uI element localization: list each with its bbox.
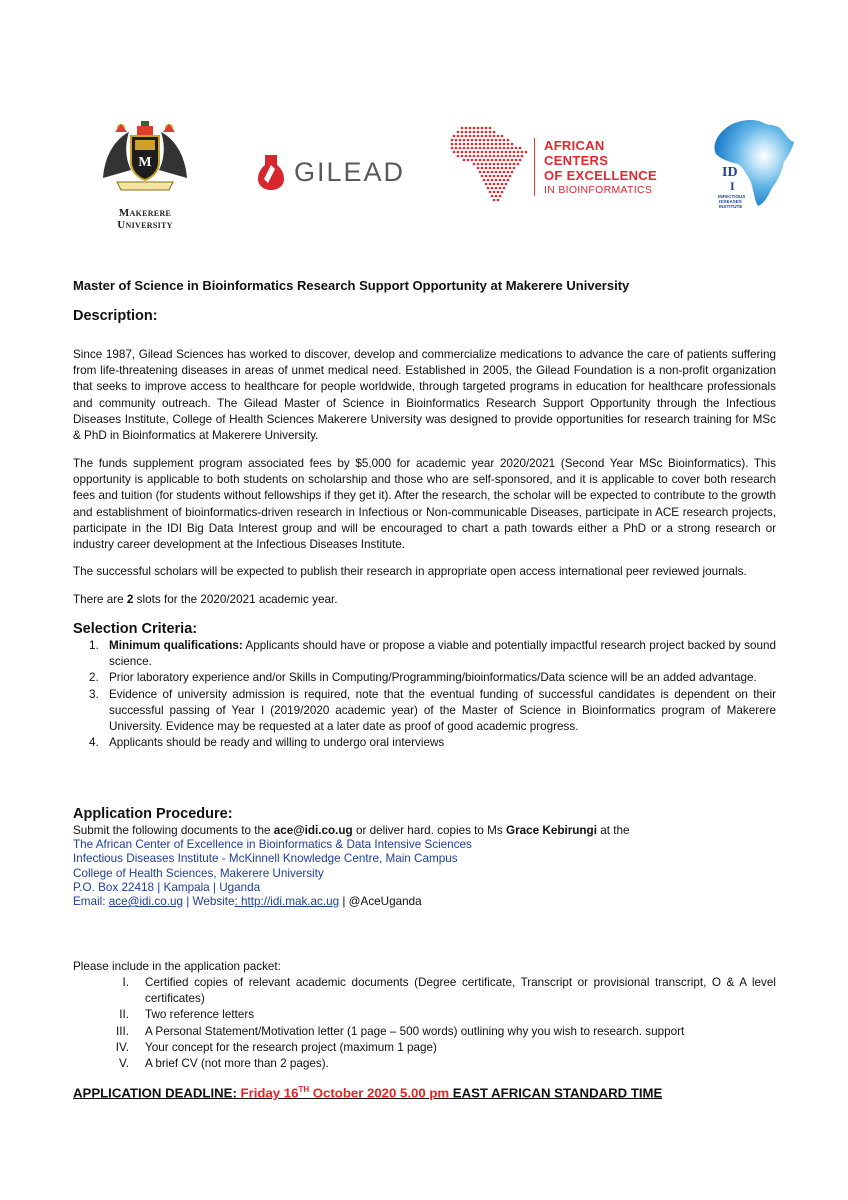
africa-dot	[489, 135, 492, 138]
africa-dot	[479, 139, 482, 142]
instruction-email: ace@idi.co.ug	[273, 824, 353, 837]
africa-dot	[481, 135, 484, 138]
africa-dot	[503, 143, 506, 146]
africa-dot	[493, 199, 496, 202]
africa-dot	[517, 155, 520, 158]
selection-heading: Selection Criteria:	[73, 621, 198, 637]
africa-dot	[465, 131, 468, 134]
africa-dot	[477, 131, 480, 134]
africa-dot	[503, 171, 506, 174]
website-link[interactable]: : http://idi.mak.ac.ug	[234, 895, 340, 909]
description-paragraph-4	[73, 592, 776, 608]
africa-dot	[501, 135, 504, 138]
africa-dot	[507, 159, 510, 162]
africa-dot	[459, 139, 462, 142]
africa-dot	[473, 131, 476, 134]
africa-dot	[497, 135, 500, 138]
africa-dot	[493, 155, 496, 158]
africa-dot	[487, 159, 490, 162]
africa-dot	[499, 143, 502, 146]
africa-dot	[477, 151, 480, 154]
africa-dot	[477, 127, 480, 130]
list-number: I.	[122, 976, 129, 989]
africa-dot	[505, 167, 508, 170]
criteria-text: Evidence of university admission is required, note that the eventual funding of successful candidates is dependent on their successful passing of Year I (2019/2020 academic year) of the Master of Science in Bioinformatics program of Makerere University. Evidence may be requested at a later date as proof of good academic progress.	[109, 687, 776, 734]
africa-dot	[487, 171, 490, 174]
africa-dot	[457, 151, 460, 154]
website-label: | Website	[182, 895, 235, 909]
africa-dot	[511, 159, 514, 162]
africa-dot	[465, 127, 468, 130]
africa-dot	[467, 139, 470, 142]
africa-dot	[511, 147, 514, 150]
packet-intro: Please include in the application packet:	[73, 960, 281, 973]
africa-dot	[465, 135, 468, 138]
procedure-heading: Application Procedure:	[73, 806, 233, 822]
africa-dot	[509, 163, 512, 166]
africa-dot	[471, 159, 474, 162]
instruction-text-3: at the	[596, 824, 630, 837]
procedure-instruction	[73, 824, 629, 838]
africa-dot	[467, 147, 470, 150]
africa-dot	[507, 139, 510, 142]
africa-dot	[503, 147, 506, 150]
ace-line-1: AFRICAN	[544, 138, 605, 153]
africa-dot	[501, 151, 504, 154]
description-paragraph-1: Since 1987, Gilead Sciences has worked to discover, develop and commercialize medications to advance the care of patients suffering from life-threatening diseases in areas of unmet medical need. Established in 2005, the Gilead Foundation is a non-profit organization that seeks to improve access to healthcare for people worldwide, through targeted programs in education for healthcare professionals and community outreach. The Gilead Master of Science in Bioinformatics Research Support Opportunity through the Infectious Diseases Institute, College of Health Sciences Makerere University was designed to provide opportunities for research training for MSc & PhD in Bioinformatics at Makerere University.	[73, 348, 776, 443]
africa-dot	[483, 159, 486, 162]
africa-dot	[499, 195, 502, 198]
africa-dot	[455, 143, 458, 146]
africa-dot	[497, 167, 500, 170]
africa-dot	[495, 143, 498, 146]
makerere-crest-icon	[95, 118, 195, 196]
africa-dot	[469, 155, 472, 158]
africa-dot	[509, 155, 512, 158]
africa-dot	[473, 151, 476, 154]
africa-dot	[453, 151, 456, 154]
contact-links	[73, 895, 629, 909]
africa-dot	[499, 187, 502, 190]
africa-dot	[495, 187, 498, 190]
africa-dot	[479, 147, 482, 150]
africa-dot	[481, 151, 484, 154]
africa-dot	[471, 147, 474, 150]
africa-dot	[507, 171, 510, 174]
list-item	[73, 975, 776, 1007]
africa-dot	[469, 135, 472, 138]
africa-dot	[469, 151, 472, 154]
africa-dot	[511, 171, 514, 174]
ace-line-2: CENTERS	[544, 153, 609, 168]
africa-dot	[481, 167, 484, 170]
africa-dot	[473, 163, 476, 166]
africa-dots-icon	[450, 124, 528, 204]
africa-dot	[493, 163, 496, 166]
africa-dot	[479, 143, 482, 146]
instruction-text-2: or deliver hard. copies to Ms	[352, 824, 507, 837]
address-line-4: P.O. Box 22418 | Kampala | Uganda	[73, 880, 261, 894]
description-paragraph-3: The successful scholars will be expected to publish their research in appropriate open access international peer reviewed journals.	[73, 565, 747, 578]
africa-dot	[519, 159, 522, 162]
africa-dot	[475, 139, 478, 142]
africa-dot	[505, 155, 508, 158]
africa-dot	[485, 155, 488, 158]
africa-dot	[491, 159, 494, 162]
africa-dot	[513, 163, 516, 166]
address-line-1: The African Center of Excellence in Bioinformatics & Data Intensive Sciences	[73, 838, 472, 852]
africa-dot	[497, 191, 500, 194]
africa-dot	[503, 159, 506, 162]
list-item	[73, 687, 776, 736]
idi-text-2: DISEASES	[719, 199, 742, 204]
africa-dot	[521, 151, 524, 154]
africa-dot	[501, 175, 504, 178]
gilead-logo	[256, 152, 405, 192]
africa-dot	[511, 143, 514, 146]
africa-dot	[479, 171, 482, 174]
africa-dot	[507, 179, 510, 182]
africa-dot	[461, 151, 464, 154]
procedure-block	[73, 824, 629, 909]
africa-dot	[471, 143, 474, 146]
africa-dot	[457, 155, 460, 158]
slots-text-before: There are	[73, 593, 127, 606]
list-number: 2.	[89, 671, 99, 685]
africa-dot	[495, 179, 498, 182]
africa-dot	[493, 131, 496, 134]
africa-dot	[505, 163, 508, 166]
africa-dot	[489, 183, 492, 186]
ace-logo	[450, 124, 670, 210]
africa-dot	[491, 171, 494, 174]
africa-dot	[491, 139, 494, 142]
africa-dot	[489, 175, 492, 178]
africa-dot	[473, 155, 476, 158]
africa-dot	[463, 139, 466, 142]
application-deadline	[73, 1085, 662, 1100]
africa-dot	[485, 163, 488, 166]
logo-strip	[0, 118, 848, 231]
list-number: V.	[119, 1057, 129, 1071]
packet-item-text: A Personal Statement/Motivation letter (1 page – 500 words) outlining why you wish to research. support	[145, 1024, 685, 1038]
africa-dot	[491, 147, 494, 150]
list-number: 1.	[89, 639, 99, 652]
africa-dot	[515, 147, 518, 150]
africa-dot	[451, 143, 454, 146]
africa-dot	[451, 139, 454, 142]
deadline-timezone: EAST AFRICAN STANDARD TIME	[449, 1085, 663, 1101]
africa-dot	[475, 159, 478, 162]
africa-dot	[461, 131, 464, 134]
africa-dot	[497, 199, 500, 202]
africa-dot	[485, 175, 488, 178]
africa-dot	[485, 127, 488, 130]
africa-dot	[451, 147, 454, 150]
africa-dot	[477, 155, 480, 158]
africa-dot	[501, 183, 504, 186]
africa-dot	[459, 147, 462, 150]
africa-dot	[497, 175, 500, 178]
description-heading: Description:	[73, 308, 158, 324]
africa-dot	[489, 131, 492, 134]
africa-dot	[485, 135, 488, 138]
africa-dot	[463, 159, 466, 162]
africa-dot	[493, 175, 496, 178]
africa-dot	[487, 187, 490, 190]
ace-divider	[534, 138, 535, 196]
africa-dot	[505, 183, 508, 186]
africa-dot	[491, 195, 494, 198]
packet-item-text: A brief CV (not more than 2 pages).	[145, 1057, 329, 1071]
contact-person: Grace Kebirungi	[506, 824, 597, 837]
packet-item-text: Your concept for the research project (maximum 1 page)	[145, 1040, 437, 1054]
africa-dot	[457, 131, 460, 134]
africa-dot	[465, 155, 468, 158]
africa-dot	[469, 127, 472, 130]
list-item	[73, 1056, 776, 1072]
idi-text-1: INFECTIOUS	[718, 194, 746, 199]
africa-dot	[485, 131, 488, 134]
africa-dot	[509, 151, 512, 154]
africa-dot	[489, 167, 492, 170]
africa-dot	[483, 147, 486, 150]
africa-dot	[499, 159, 502, 162]
africa-dot	[489, 127, 492, 130]
makerere-logo	[90, 118, 200, 231]
list-item	[73, 638, 776, 670]
email-link[interactable]: ace@idi.co.ug	[108, 895, 183, 909]
packet-item-text: Certified copies of relevant academic documents (Degree certificate, Transcript or provisional transcript, O & A level certificates)	[145, 976, 776, 1006]
list-item	[73, 670, 776, 686]
africa-dot	[479, 159, 482, 162]
list-number: III.	[116, 1024, 129, 1038]
africa-dot	[455, 147, 458, 150]
africa-dot	[483, 139, 486, 142]
africa-dot	[475, 147, 478, 150]
africa-dot	[491, 179, 494, 182]
deadline-date-time: October 2020 5.00 pm	[309, 1085, 450, 1101]
africa-dot	[499, 171, 502, 174]
africa-dot	[463, 147, 466, 150]
africa-dot	[477, 135, 480, 138]
africa-dot	[499, 147, 502, 150]
africa-dot	[501, 155, 504, 158]
africa-dot	[481, 163, 484, 166]
africa-dot	[495, 195, 498, 198]
gilead-wordmark: GILEAD	[294, 156, 406, 187]
africa-dot	[481, 131, 484, 134]
idi-mark: ID	[722, 165, 738, 180]
africa-dot	[503, 187, 506, 190]
africa-dot	[495, 171, 498, 174]
africa-dot	[487, 139, 490, 142]
africa-dot	[471, 139, 474, 142]
africa-dot	[489, 191, 492, 194]
africa-dot	[505, 151, 508, 154]
africa-dot	[507, 147, 510, 150]
deadline-label: APPLICATION DEADLINE:	[73, 1085, 241, 1101]
list-number: 3.	[89, 687, 99, 701]
email-label: Email:	[73, 895, 109, 909]
africa-dot	[499, 139, 502, 142]
africa-dot	[493, 135, 496, 138]
ace-line-4: IN BIOINFORMATICS	[544, 184, 653, 196]
africa-dot	[495, 139, 498, 142]
africa-dot	[481, 175, 484, 178]
africa-dot	[459, 143, 462, 146]
africa-dot	[487, 147, 490, 150]
criteria-text: Applicants should be ready and willing to undergo oral interviews	[109, 736, 445, 750]
africa-dot	[503, 139, 506, 142]
africa-dot	[487, 143, 490, 146]
list-number: II.	[119, 1008, 129, 1022]
ace-text	[544, 138, 657, 198]
africa-dot	[515, 159, 518, 162]
twitter-handle: | @AceUganda	[339, 895, 422, 909]
africa-dot	[513, 155, 516, 158]
slots-count: 2	[126, 593, 134, 606]
africa-dot	[489, 151, 492, 154]
gilead-mark-icon	[256, 153, 286, 191]
africa-dot	[517, 151, 520, 154]
africa-dot	[469, 131, 472, 134]
list-number: IV.	[115, 1040, 129, 1054]
page-title: Master of Science in Bioinformatics Research Support Opportunity at Makerere University	[73, 278, 630, 293]
africa-dot	[485, 151, 488, 154]
africa-dot	[465, 151, 468, 154]
address-line-2: Infectious Diseases Institute - McKinnell Knowledge Centre, Main Campus	[73, 852, 458, 866]
idi-logo	[708, 118, 798, 210]
africa-dot	[513, 151, 516, 154]
africa-dot	[509, 175, 512, 178]
africa-dot	[493, 151, 496, 154]
africa-dot	[467, 143, 470, 146]
makerere-caption: Makerere University	[117, 207, 173, 231]
instruction-text: Submit the following documents to the	[73, 824, 274, 837]
deadline-day-suffix: TH	[298, 1085, 310, 1094]
africa-dot	[495, 159, 498, 162]
ace-line-3: OF EXCELLENCE	[544, 168, 657, 183]
africa-dot	[495, 147, 498, 150]
idi-mark-2: I	[730, 179, 735, 193]
africa-dot	[455, 139, 458, 142]
africa-dot	[501, 163, 504, 166]
africa-dot	[489, 155, 492, 158]
deadline-day: Friday 16	[240, 1085, 299, 1101]
criteria-text: Prior laboratory experience and/or Skills in Computing/Programming/bioinformatics/Data science will be an added advantage.	[109, 671, 757, 685]
africa-dot	[477, 167, 480, 170]
africa-dot	[491, 143, 494, 146]
africa-dot	[507, 143, 510, 146]
africa-dot	[483, 171, 486, 174]
africa-dot	[489, 163, 492, 166]
africa-dot	[519, 147, 522, 150]
africa-dot	[473, 135, 476, 138]
africa-dot	[481, 155, 484, 158]
africa-dot	[503, 179, 506, 182]
africa-dot	[475, 143, 478, 146]
packet-item-text: Two reference letters	[145, 1008, 255, 1022]
address-line-3: College of Health Sciences, Makerere University	[73, 866, 324, 880]
svg-text:M: M	[138, 155, 152, 170]
africa-dot	[497, 151, 500, 154]
africa-dot	[477, 163, 480, 166]
africa-dot	[485, 167, 488, 170]
idi-africa-icon	[708, 118, 798, 210]
list-item	[73, 735, 776, 751]
africa-dot	[513, 167, 516, 170]
africa-dot	[453, 135, 456, 138]
africa-dot	[461, 127, 464, 130]
africa-dot	[497, 183, 500, 186]
africa-dot	[509, 167, 512, 170]
africa-dot	[505, 175, 508, 178]
africa-dot	[491, 187, 494, 190]
africa-dot	[497, 163, 500, 166]
africa-dot	[485, 183, 488, 186]
africa-dot	[483, 143, 486, 146]
africa-dot	[521, 155, 524, 158]
africa-dot	[517, 163, 520, 166]
africa-dot	[457, 135, 460, 138]
africa-dot	[483, 179, 486, 182]
slots-text-after: slots for the 2020/2021 academic year.	[133, 593, 338, 606]
africa-dot	[501, 191, 504, 194]
africa-dot	[493, 183, 496, 186]
africa-dot	[501, 167, 504, 170]
selection-criteria-list	[73, 638, 776, 751]
criteria-text: Applicants should have or propose a viable and potentially impactful research project backed by sound science.	[109, 639, 776, 669]
africa-dot	[497, 155, 500, 158]
africa-dot	[525, 151, 528, 154]
africa-dot	[473, 127, 476, 130]
list-item	[73, 1040, 776, 1056]
list-item	[73, 1007, 776, 1023]
africa-dot	[493, 191, 496, 194]
idi-text-3: INSTITUTE	[719, 204, 743, 209]
africa-dot	[499, 179, 502, 182]
africa-dot	[481, 127, 484, 130]
list-number: 4.	[89, 736, 99, 750]
criteria-bold: Minimum qualifications:	[109, 639, 243, 652]
list-item	[73, 1024, 776, 1040]
africa-dot	[493, 167, 496, 170]
africa-dot	[461, 135, 464, 138]
africa-dot	[463, 143, 466, 146]
africa-dot	[487, 179, 490, 182]
africa-dot	[467, 159, 470, 162]
packet-list	[73, 975, 776, 1072]
description-paragraph-2: The funds supplement program associated fees by $5,000 for academic year 2020/2021 (Second Year MSc Bioinformatics). This opportunity is applicable to both students on scholarship and those who are self-sponsored, and it is applicable to cover both research fees and tuition (for students without fellowships if they get it). After the research, the scholar will be expected to contribute to the growth and establishment of bioinformatics-driven research in Infectious or Non-communicable Diseases, participate in ACE research projects, participate in the IDI Big Data Interest group and will be encouraged to chart a path towards either a PhD or a strong research or industry career development at the Infectious Diseases Institute.	[73, 457, 776, 552]
africa-dot	[461, 155, 464, 158]
